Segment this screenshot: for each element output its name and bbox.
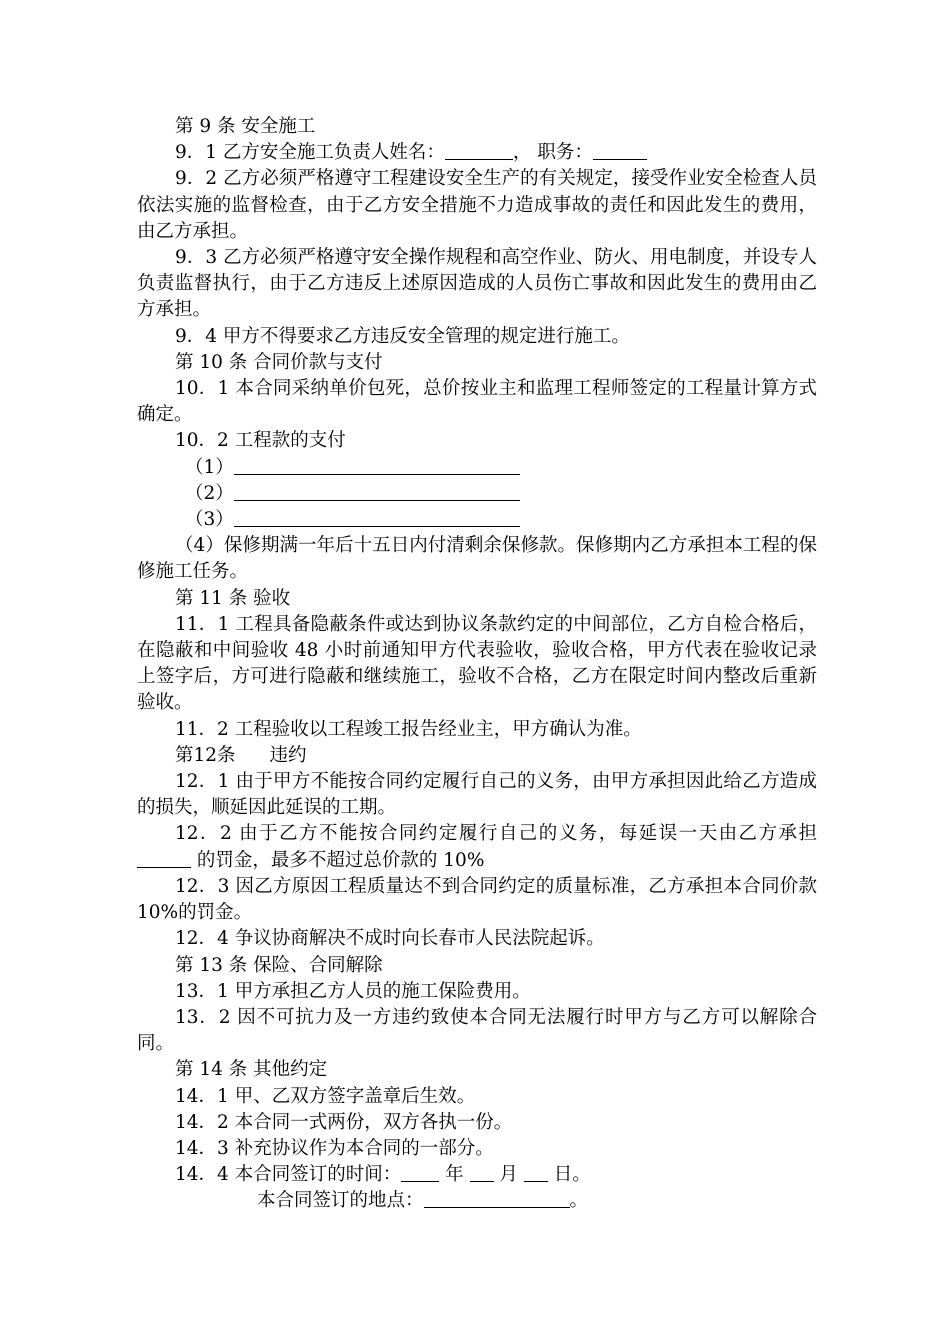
name-blank[interactable] (445, 141, 513, 160)
clause-12-2 (137, 821, 817, 873)
clause-12-2-text-b: 的罚金，最多不超过总价款的 10% (196, 849, 485, 871)
clause-12-3: 12．3 因乙方原因工程质量达不到合同约定的质量标准，乙方承担本合同价款 10%的罚金。 (137, 875, 817, 924)
payment-item-blank[interactable] (234, 482, 520, 501)
clause-9-1-text-b: ， 职务： (512, 142, 593, 164)
clause-14-3: 14．3 补充协议作为本合同的一部分。 (175, 1137, 494, 1159)
clause-9-1 (137, 140, 817, 166)
month-label: 月 (499, 1164, 518, 1186)
payment-item-blank[interactable] (234, 456, 520, 475)
payment-item-4: （4）保修期满一年后十五日内付清剩余保修款。保修期内乙方承担本工程的保修施工任务。 (137, 535, 817, 583)
payment-item-1 (137, 455, 817, 481)
article-13-title: 第 13 条 保险、合同解除 (175, 954, 383, 976)
clause-12-1: 12．1 由于甲方不能按合同约定履行自己的义务，由甲方承担因此给乙方造成的损失，顺延因此延误的工期。 (137, 771, 817, 819)
signing-place (137, 1188, 817, 1214)
clause-9-1-text: 9．1 乙方安全施工负责人姓名： (175, 142, 445, 164)
clause-10-2: 10．2 工程款的支付 (175, 430, 346, 452)
place-blank[interactable] (424, 1189, 570, 1208)
clause-9-4: 9．4 甲方不得要求乙方违反安全管理的规定进行施工。 (175, 325, 630, 347)
clause-13-1: 13．1 甲方承担乙方人员的施工保险费用。 (175, 980, 531, 1002)
clause-14-1: 14．1 甲、乙双方签字盖章后生效。 (175, 1085, 476, 1107)
article-9-title: 第 9 条 安全施工 (175, 116, 316, 137)
payment-item-3 (137, 507, 817, 533)
clause-11-2: 11．2 工程验收以工程竣工报告经业主，甲方确认为准。 (175, 718, 642, 740)
payment-item-label: （1） (185, 456, 234, 478)
month-blank[interactable] (470, 1163, 494, 1182)
contract-page (137, 114, 817, 1215)
clause-9-3: 9．3 乙方必须严格遵守安全操作规程和高空作业、防火、用电制度，并设专人负责监督执行，由于乙方违反上述原因造成的人员伤亡事故和因此发生的费用由乙方承担。 (137, 247, 817, 321)
clause-12-4: 12．4 争议协商解决不成时向长春市人民法院起诉。 (175, 928, 605, 950)
payment-item-label: （2） (185, 482, 234, 504)
clause-14-2: 14．2 本合同一式两份，双方各执一份。 (175, 1111, 513, 1133)
fine-blank[interactable] (137, 849, 191, 868)
payment-item-2 (137, 481, 817, 507)
day-blank[interactable] (524, 1163, 548, 1182)
article-14-title: 第 14 条 其他约定 (175, 1059, 328, 1081)
clause-10-1: 10．1 本合同采纳单价包死，总价按业主和监理工程师签定的工程量计算方式确定。 (137, 378, 817, 426)
article-11-title: 第 11 条 验收 (175, 587, 291, 609)
payment-item-blank[interactable] (234, 508, 520, 527)
day-label: 日。 (553, 1164, 591, 1186)
clause-13-2: 13．2 因不可抗力及一方违约致使本合同无法履行时甲方与乙方可以解除合同。 (137, 1006, 817, 1055)
article-12-title (137, 743, 817, 769)
clause-9-2: 9．2 乙方必须严格遵守工程建设安全生产的有关规定，接受作业安全检查人员依法实施的监督检查，由于乙方安全措施不力造成事故的责任和因此发生的费用，由乙方承担。 (137, 168, 817, 242)
clause-14-4 (137, 1162, 817, 1188)
article-10-title: 第 10 条 合同价款与支付 (175, 351, 383, 373)
year-label: 年 (445, 1164, 464, 1186)
signing-place-end: 。 (569, 1190, 589, 1212)
article-12-name: 违约 (269, 744, 307, 766)
clause-11-1: 11．1 工程具备隐蔽条件或达到协议条款约定的中间部位，乙方自检合格后，在隐蔽和中间验收 48 小时前通知甲方代表验收，验收合格，甲方代表在验收记录上签字后，方可进行隐蔽和继续施工，验收不合格，乙方在限定时间内整改后重新验收。 (137, 613, 817, 714)
clause-12-2-text: 12．2 由于乙方不能按合同约定履行自己的义务，每延误一天由乙方承担 (175, 823, 817, 845)
article-12-number: 第12条 (175, 744, 236, 766)
position-blank[interactable] (593, 141, 647, 160)
payment-item-label: （3） (185, 509, 234, 531)
clause-14-4-text: 14．4 本合同签订的时间： (175, 1164, 402, 1186)
signing-place-label: 本合同签订的地点： (257, 1190, 424, 1212)
year-blank[interactable] (401, 1163, 439, 1182)
